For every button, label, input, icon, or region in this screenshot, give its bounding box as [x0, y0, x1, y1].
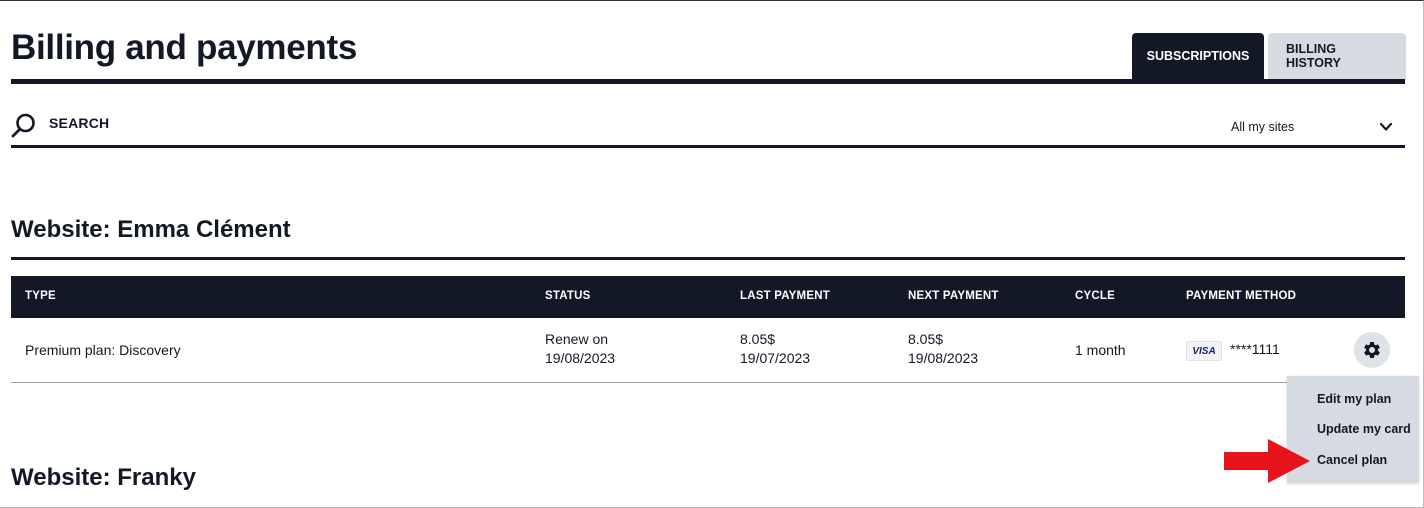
menu-item-cancel-plan[interactable]: Cancel plan — [1317, 453, 1388, 467]
column-header-last-payment: LAST PAYMENT — [740, 290, 830, 302]
search-input[interactable]: SEARCH — [49, 115, 110, 131]
section-title-franky: Website: Franky — [11, 464, 196, 491]
last-payment-amount: 8.05$ — [740, 331, 776, 347]
title-divider — [11, 79, 1405, 84]
section-divider — [11, 257, 1405, 260]
last-payment — [740, 330, 810, 368]
plan-actions-button[interactable] — [1354, 332, 1390, 368]
site-filter-select[interactable] — [1231, 114, 1393, 138]
last-payment-date: 19/07/2023 — [740, 350, 811, 366]
plan-status — [545, 330, 615, 368]
next-payment-date: 19/08/2023 — [908, 350, 979, 366]
column-header-status: STATUS — [545, 290, 591, 302]
page-title: Billing and payments — [11, 28, 357, 67]
tab-billing-history[interactable]: BILLING HISTORY — [1268, 33, 1406, 79]
tab-subscriptions[interactable]: SUBSCRIPTIONS — [1132, 33, 1264, 79]
column-header-type: TYPE — [25, 290, 56, 302]
arrow-right-icon — [1222, 438, 1312, 484]
billing-cycle: 1 month — [1075, 342, 1126, 358]
plan-type: Premium plan: Discovery — [25, 342, 181, 358]
chevron-down-icon — [1379, 120, 1393, 134]
column-header-payment-method: PAYMENT METHOD — [1186, 290, 1297, 302]
subscriptions-table-header — [11, 276, 1405, 318]
menu-item-edit-plan[interactable]: Edit my plan — [1317, 392, 1392, 406]
tab-bar — [1132, 33, 1406, 79]
card-number: ****1111 — [1230, 341, 1280, 357]
next-payment — [908, 330, 978, 368]
column-header-cycle: CYCLE — [1075, 290, 1115, 302]
search-icon[interactable] — [11, 112, 37, 138]
visa-card-icon: VISA — [1186, 341, 1222, 361]
search-divider — [11, 145, 1405, 148]
status-date: 19/08/2023 — [545, 350, 616, 366]
next-payment-amount: 8.05$ — [908, 331, 944, 347]
gear-icon — [1362, 340, 1382, 360]
table-row — [11, 318, 1405, 383]
menu-item-update-card[interactable]: Update my card — [1317, 422, 1411, 436]
site-filter-value: All my sites — [1231, 120, 1295, 134]
column-header-next-payment: NEXT PAYMENT — [908, 290, 999, 302]
status-label: Renew on — [545, 331, 609, 347]
search-row — [11, 106, 1405, 146]
section-title-emma: Website: Emma Clément — [11, 216, 291, 243]
